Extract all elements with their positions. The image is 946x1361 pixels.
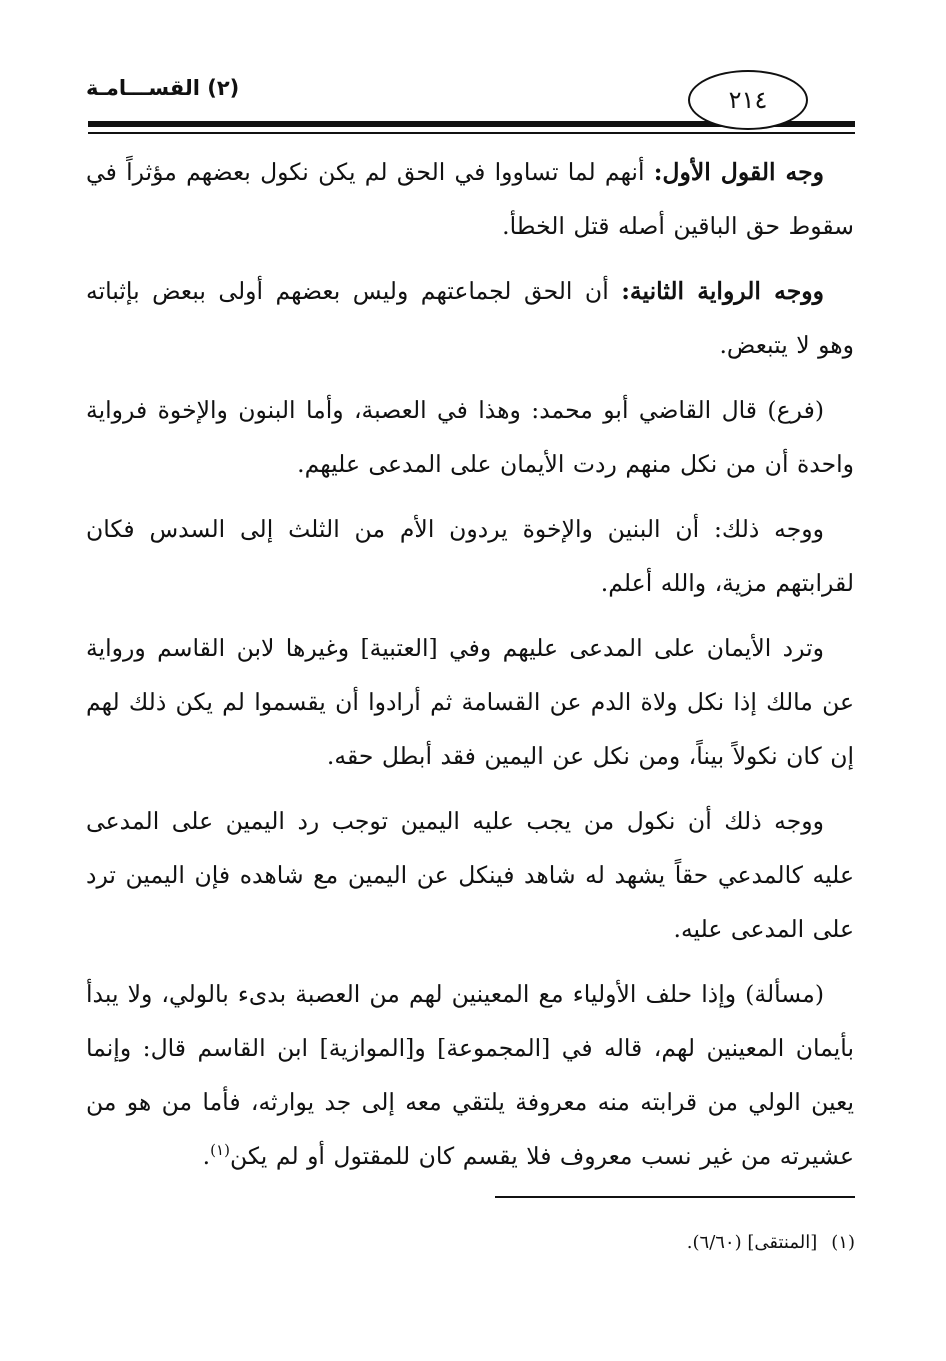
- paragraph-text: (مسألة) وإذا حلف الأولياء مع المعينين لهم من العصبة بدىء بالولي، ولا يبدأ بأيمان المعينين لهم، قاله في [المجموعة] و[الموازية] ابن القاسم قال: وإنما يعين الولي من قرابته منه معروفة يلتقي معه إلى جد يوارثه، فأما من هو من عشيرته من غير نسب معروف فلا يقسم كان للمقتول أو لم يكن: [86, 980, 854, 1170]
- paragraph-lead: ووجه الرواية الثانية:: [621, 277, 824, 305]
- footnote-reference[interactable]: (١): [210, 1141, 230, 1160]
- footnote-separator: [495, 1196, 855, 1198]
- paragraph: [86, 145, 854, 253]
- paragraph-text: (فرع) قال القاضي أبو محمد: وهذا في العصبة، وأما البنون والإخوة فرواية واحدة أن من نكل منهم ردت الأيمان على المدعى عليهم.: [86, 396, 854, 478]
- paragraph: [86, 502, 854, 610]
- paragraph: [86, 621, 854, 783]
- paragraph-tail: .: [202, 1142, 211, 1170]
- paragraph: [86, 383, 854, 491]
- footnote-text: [المنتقى] (٦/٦٠).: [686, 1232, 818, 1253]
- page-number: ٢١٤: [728, 86, 768, 114]
- body-text: [86, 145, 854, 1194]
- paragraph: [86, 967, 854, 1183]
- page-number-oval: [688, 70, 808, 130]
- paragraph-text: وترد الأيمان على المدعى عليهم وفي [العتبية] وغيرها لابن القاسم ورواية عن مالك إذا نكل ولاة الدم عن القسامة ثم أرادوا أن يقسموا لم يكن ذلك لهم إن كان نكولاً بيناً، ومن نكل عن اليمين فقد أبطل حقه.: [86, 634, 854, 770]
- paragraph-text: أنهم لما تساووا في الحق لم يكن نكول بعضهم مؤثراً في سقوط حق الباقين أصله قتل الخطأ.: [86, 158, 854, 240]
- footnote: [400, 1228, 855, 1258]
- paragraph: [86, 794, 854, 956]
- paragraph-text: ووجه ذلك أن نكول من يجب عليه اليمين توجب رد اليمين على المدعى عليه كالمدعي حقاً يشهد له شاهد فينكل عن اليمين مع شاهده فإن اليمين ترد على المدعى عليه.: [86, 807, 854, 943]
- paragraph-text: ووجه ذلك: أن البنين والإخوة يردون الأم من الثلث إلى السدس فكان لقرابتهم مزية، والله أعلم.: [86, 515, 854, 597]
- paragraph: [86, 264, 854, 372]
- paragraph-text: أن الحق لجماعتهم وليس بعضهم أولى ببعض بإثباته وهو لا يتبعض.: [86, 277, 854, 359]
- running-header-title: (٢) القســـامـة: [86, 76, 240, 100]
- header-rule-thin: [88, 132, 855, 134]
- paragraph-lead: وجه القول الأول:: [653, 158, 824, 186]
- footnote-number: (١): [831, 1232, 855, 1253]
